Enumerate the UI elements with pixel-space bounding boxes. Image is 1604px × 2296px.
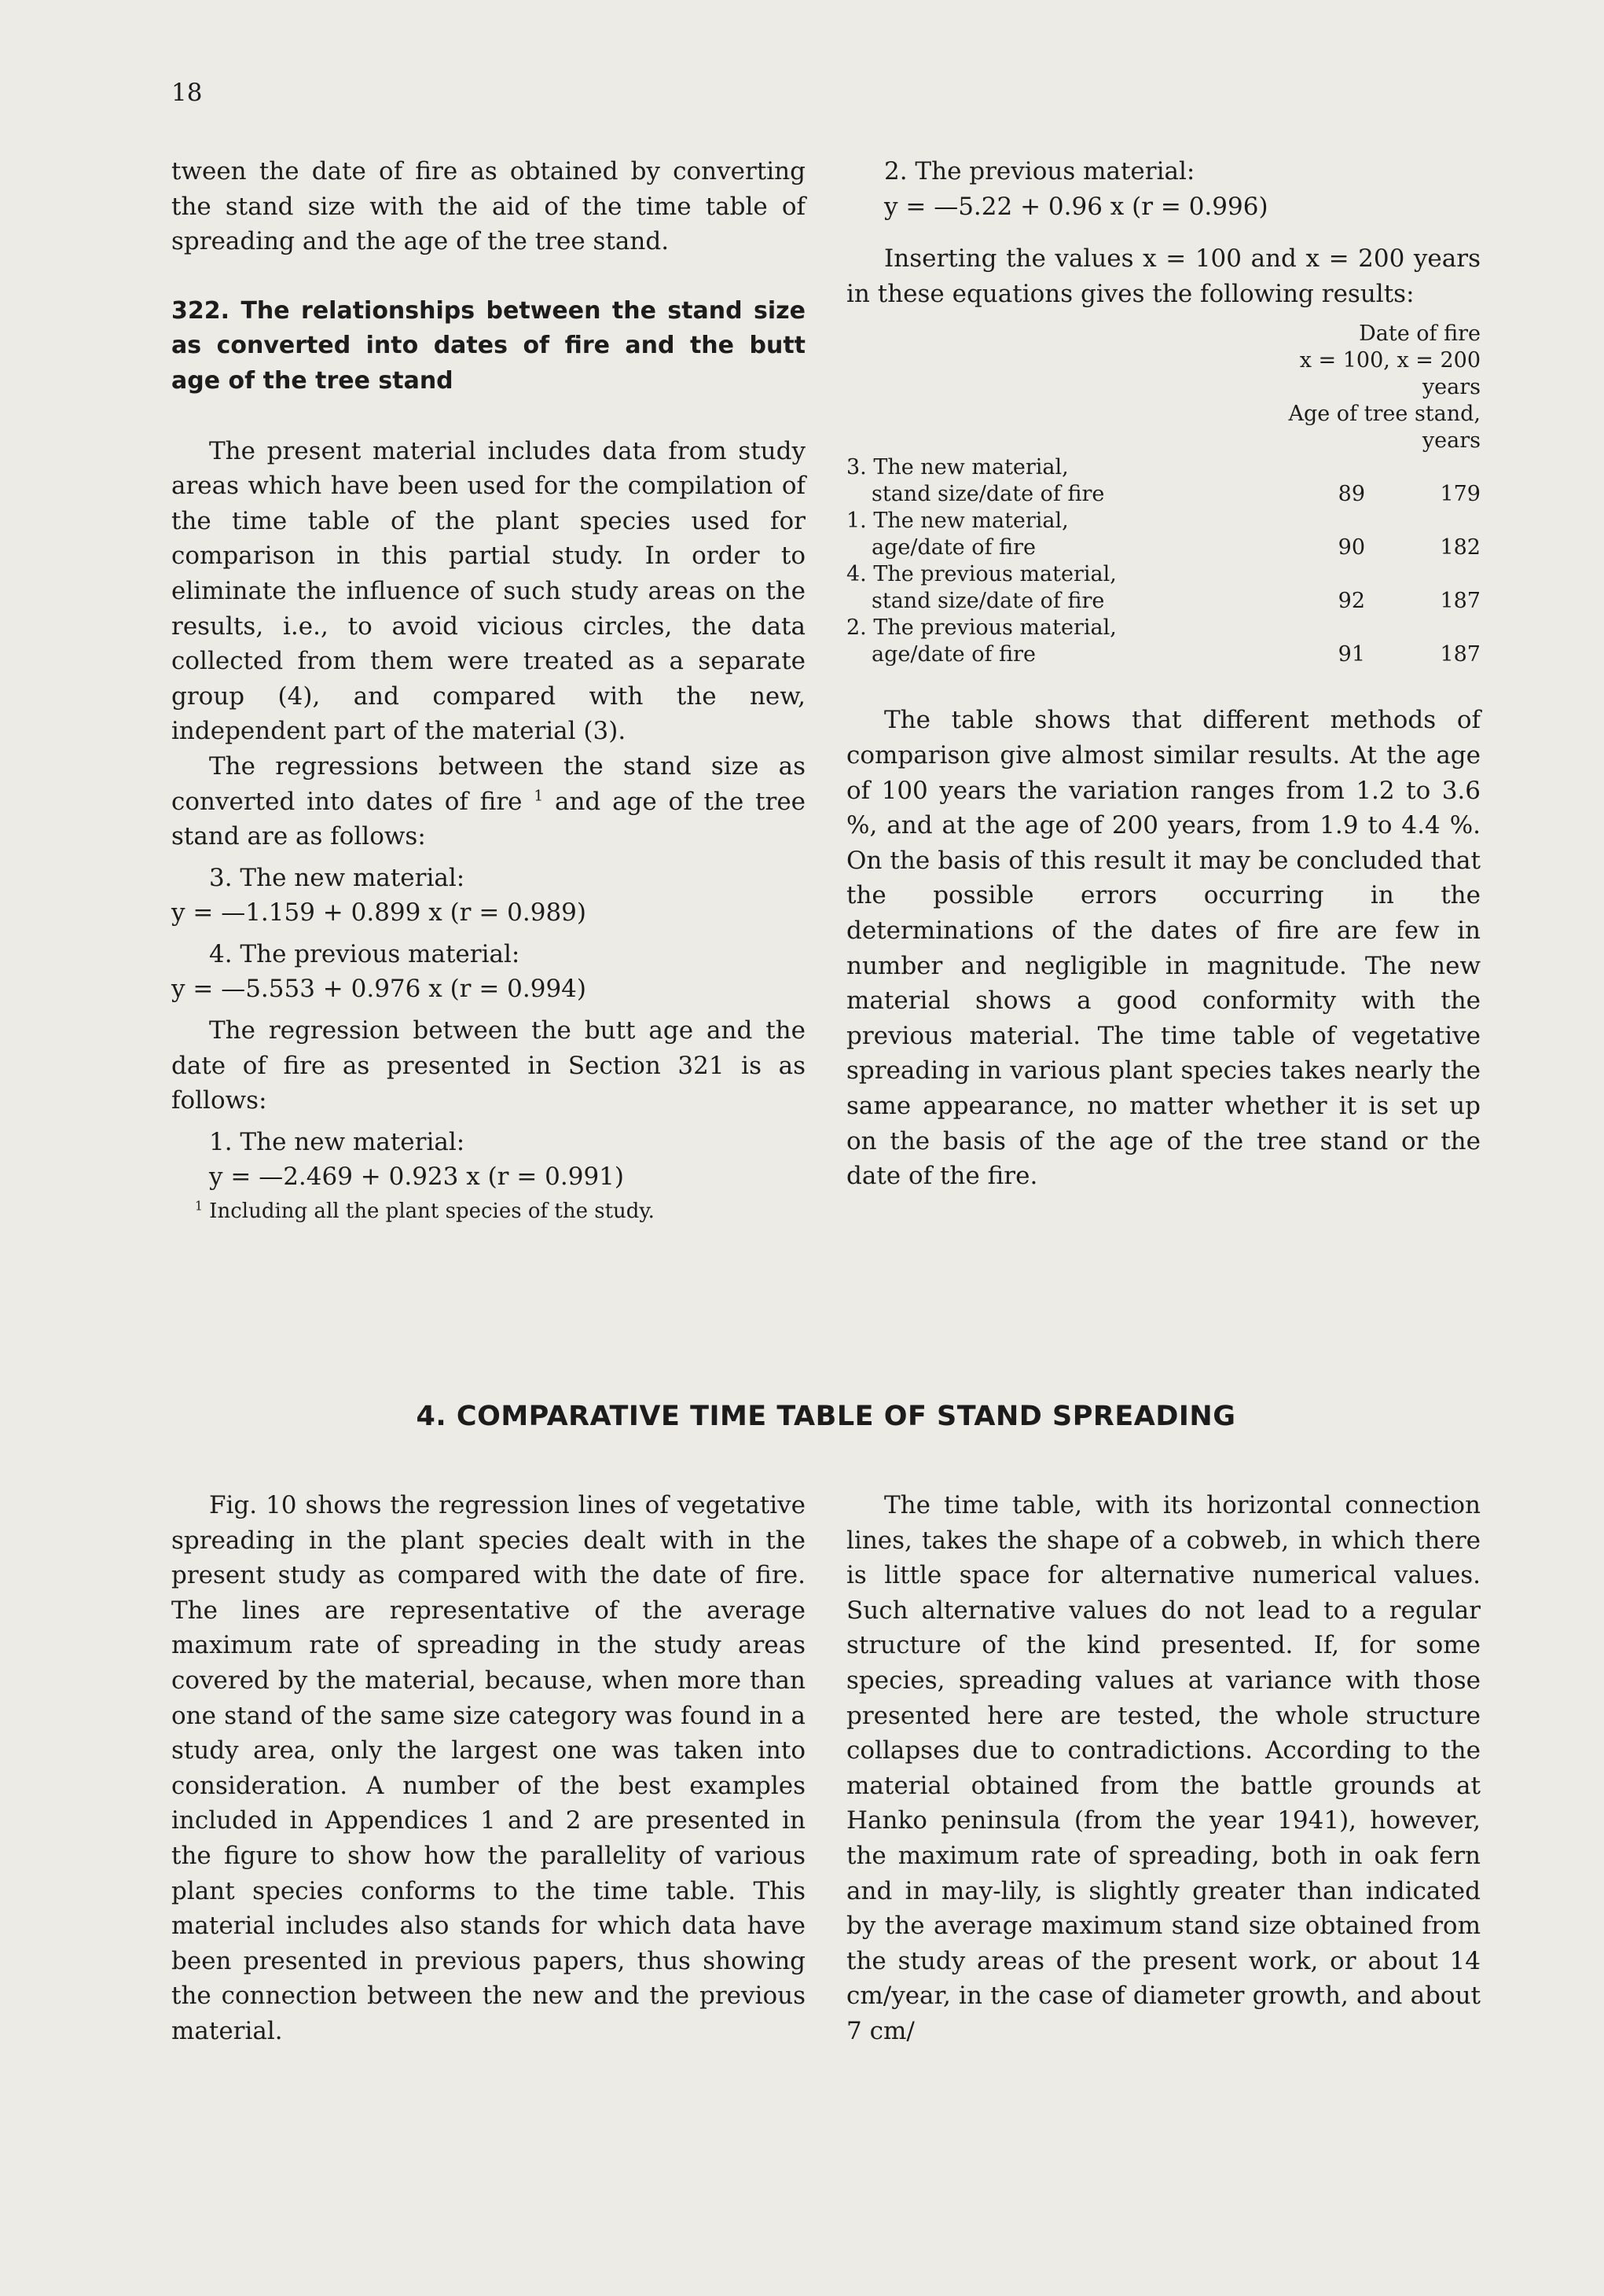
table-row (846, 588, 1481, 615)
footnote-text: Including all the plant species of the study. (202, 1199, 655, 1224)
footnote-mark: 1 (195, 1199, 203, 1214)
cell-value-200: 187 (1440, 642, 1481, 667)
eq3: y = —1.159 + 0.899 x (r = 0.989) (171, 898, 586, 928)
paragraph-regressions-b: and age of the tree stand are as follows: (171, 787, 806, 851)
table-row (846, 641, 1481, 668)
eq3-label: 3. The new material: (209, 863, 465, 892)
cell-value-100: 90 (1338, 535, 1365, 560)
paragraph-fig10: Fig. 10 shows the regression lines of vegetative spreading in the plant species dealt with in the present study as compared with the date of fire. The lines are representative of the average maximum rate of spreading in the study areas covered by the material, because, when more than one stand of the same size category was found in a study area, only the largest one was taken into consideration. A number of the best examples included in Appendices 1 and 2 are presented in the figure to show how the parallelity of various plant species conforms to the time table. This material includes also stands for which data have been presented in previous papers, thus showing the connection between the new and the previous material. (171, 1491, 806, 2045)
row-label-1: 3. The new material, (846, 455, 1069, 480)
table-row (846, 454, 1481, 481)
eq4-label: 4. The previous material: (209, 939, 520, 968)
eq2: y = —5.22 + 0.96 x (r = 0.996) (884, 192, 1268, 221)
section-title: 4. COMPARATIVE TIME TABLE OF STAND SPREADING (416, 1401, 1236, 1432)
row-label-2: age/date of fire (872, 642, 1036, 667)
paragraph-butt-age: The regression between the butt age and the date of fire as presented in Section 321 is as follows: (171, 1016, 806, 1115)
right-column (846, 154, 1481, 1194)
eq1: y = —2.469 + 0.923 x (r = 0.991) (209, 1163, 624, 1192)
comparison-table (846, 321, 1481, 668)
section-heading-322: 322. The relationships between the stand size as converted into dates of fire and the butt age of the tree stand (171, 296, 806, 395)
row-label-1: 4. The previous material, (846, 562, 1117, 587)
table-row (846, 535, 1481, 561)
cell-value-200: 179 (1440, 482, 1481, 507)
table-header-date-of-fire: Date of fire (1359, 321, 1481, 347)
table-row (846, 615, 1481, 641)
footnote-ref: 1 (534, 788, 544, 805)
paragraph-regressions (171, 749, 806, 854)
table-row (846, 508, 1481, 535)
row-label-2: stand size/date of fire (872, 589, 1105, 614)
left-column (171, 154, 806, 1225)
table-body (846, 454, 1481, 668)
cell-value-100: 91 (1338, 642, 1365, 667)
cell-value-100: 89 (1338, 482, 1365, 507)
table-header-years: years (1422, 375, 1481, 400)
intro-paragraph: tween the date of fire as obtained by converting the stand size with the aid of the time table of spreading and the age of the tree stand. (171, 157, 806, 256)
paragraph-present-material: The present material includes data from study areas which have been used for the compilation of the time table of the plant species used for comparison in this partial study. In order to eliminate the influence of such study areas on the results, i.e., to avoid vicious circles, the data collected from them were treated as a separate group (4), and compared with the new, independent part of the material (3). (171, 436, 806, 746)
table-header-years-2: years (1422, 428, 1481, 454)
eq4: y = —5.553 + 0.976 x (r = 0.994) (171, 975, 586, 1004)
bottom-left-column (171, 1488, 806, 2049)
row-label-2: stand size/date of fire (872, 482, 1105, 507)
eq2-label: 2. The previous material: (884, 157, 1195, 186)
table-row (846, 561, 1481, 588)
footnote (171, 1198, 806, 1225)
row-label-1: 1. The new material, (846, 509, 1069, 534)
row-label-2: age/date of fire (872, 535, 1036, 560)
row-label-1: 2. The previous material, (846, 615, 1117, 641)
bottom-right-column (846, 1488, 1481, 2049)
paragraph-inserting: Inserting the values x = 100 and x = 200 years in these equations gives the following results: (846, 244, 1481, 308)
page-number: 18 (171, 79, 203, 107)
paragraph-regressions-a: The regressions between the stand size as converted into dates of fire (171, 751, 806, 816)
cell-value-200: 187 (1440, 589, 1481, 614)
paragraph-time-table: The time table, with its horizontal connection lines, takes the shape of a cobweb, in which there is little space for alternative numerical values. Such alternative values do not lead to a regular structure of the kind presented. If, for some species, spreading values at variance with those presented here are tested, the whole structure collapses due to contradictions. According to the material obtained from the battle grounds at Hanko peninsula (from the year 1941), however, the maximum rate of spreading, both in oak fern and in may-lily, is slightly greater than indicated by the average maximum stand size obtained from the study areas of the present work, or about 14 cm/year, in the case of diameter growth, and about 7 cm/ (846, 1491, 1481, 2045)
cell-value-100: 92 (1338, 589, 1365, 614)
table-header-age-of-tree-stand: Age of tree stand, (1288, 402, 1481, 427)
eq1-label: 1. The new material: (209, 1127, 465, 1156)
table-row (846, 481, 1481, 508)
paragraph-table-shows: The table shows that different methods of comparison give almost similar results. At the age of 100 years the variation ranges from 1.2 to 3.6 %, and at the age of 200 years, from 1.9 to 4.4 %. On the basis of this result it may be concluded that the possible errors occurring in the determinations of the dates of fire are few in number and negligible in magnitude. The new material shows a good conformity with the previous material. The time table of vegetative spreading in various plant species takes nearly the same appearance, no matter whether it is set up on the basis of the age of the tree stand or the date of the fire. (846, 706, 1481, 1191)
cell-value-200: 182 (1440, 535, 1481, 560)
table-header-x-values: x = 100, x = 200 (1299, 348, 1481, 373)
